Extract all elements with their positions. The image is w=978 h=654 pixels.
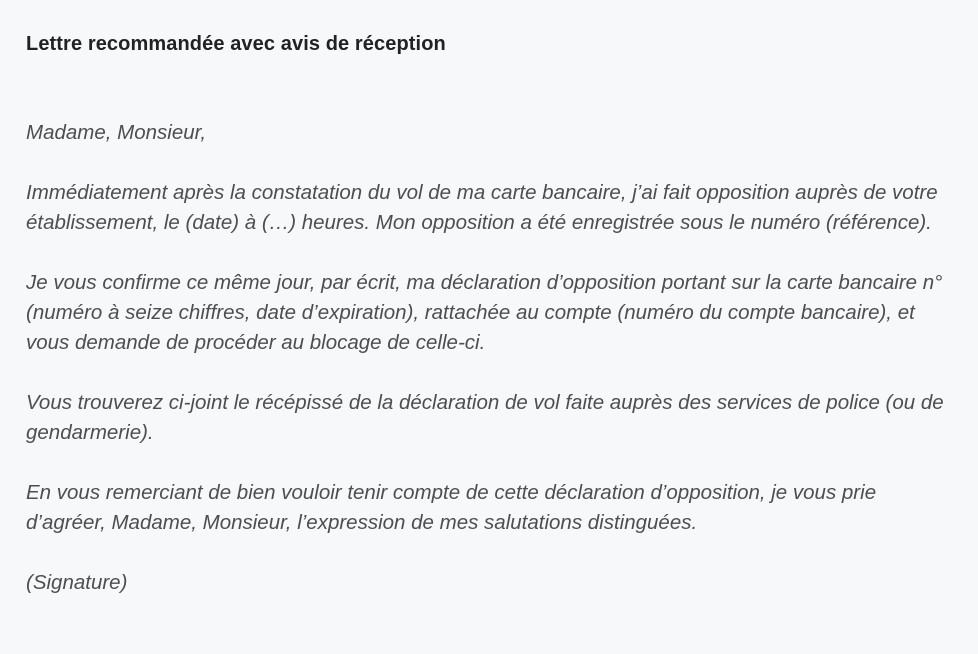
letter-paragraph-2: Je vous confirme ce même jour, par écrit, ma déclaration d’opposition portant sur la carte bancaire n° (numéro à seize chiffres, date d’expiration), rattachée au compte (numéro du compte bancaire), et vous demande de procéder au blocage de celle-ci. bbox=[26, 271, 943, 354]
letter-body bbox=[26, 118, 946, 598]
letter-paragraph-4: En vous remerciant de bien vouloir tenir compte de cette déclaration d’opposition, je vous prie d’agréer, Madame, Monsieur, l’expression de mes salutations distinguées. bbox=[26, 481, 877, 534]
letter-title: Lettre recommandée avec avis de réception bbox=[26, 33, 446, 55]
letter-paragraph-1: Immédiatement après la constatation du vol de ma carte bancaire, j’ai fait opposition auprès de votre établissement, le (date) à (…) heures. Mon opposition a été enregistrée sous le numéro (référence). bbox=[26, 181, 938, 234]
letter-paragraph-3: Vous trouverez ci-joint le récépissé de la déclaration de vol faite auprès des services de police (ou de gendarmerie). bbox=[26, 391, 944, 444]
letter-salutation: Madame, Monsieur, bbox=[26, 121, 207, 144]
letter-signature: (Signature) bbox=[26, 571, 128, 594]
